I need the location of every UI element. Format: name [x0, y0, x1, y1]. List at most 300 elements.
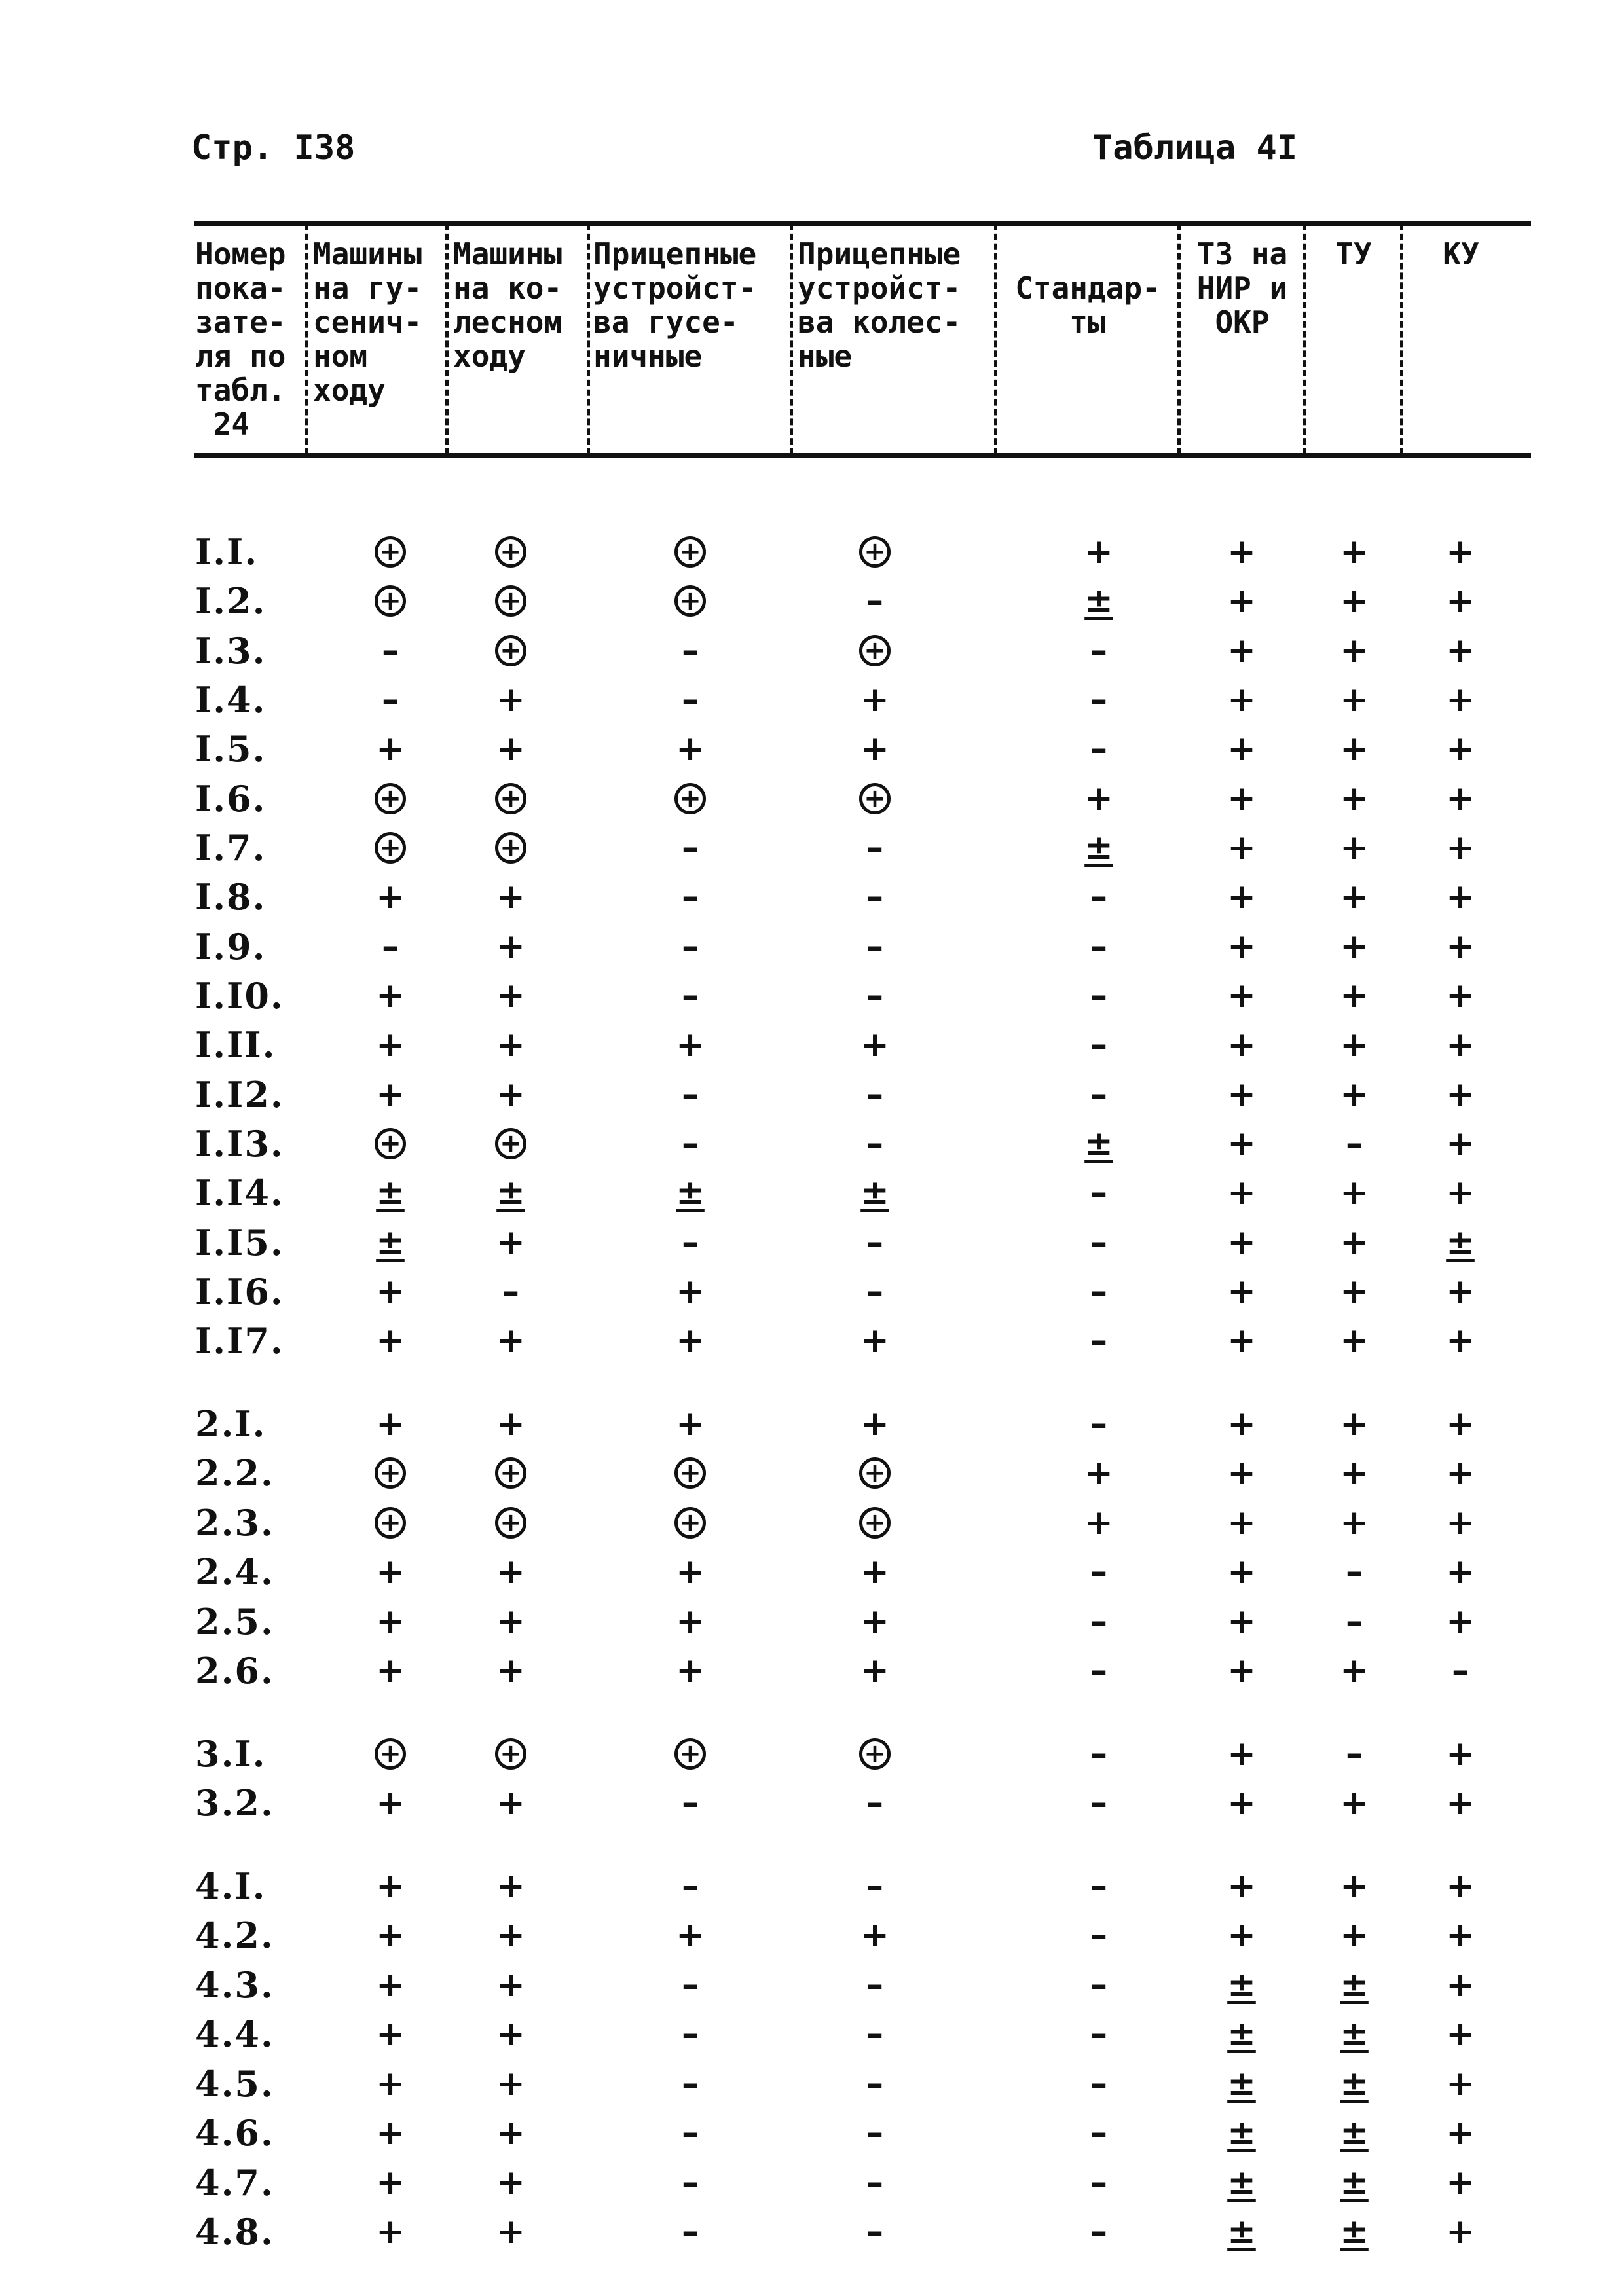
plus-mark: + — [1446, 1503, 1475, 1542]
minus-mark: – — [866, 1783, 883, 1823]
cell-wheeled-machines — [458, 922, 563, 971]
cell-tz-nir-okr — [1189, 824, 1294, 872]
column-divider — [587, 224, 590, 454]
plus-mark: + — [1084, 1503, 1113, 1542]
plus-mark: + — [1340, 631, 1369, 670]
cell-tracked-machines — [338, 2109, 443, 2157]
plus-mark: + — [1227, 828, 1256, 867]
plus-minus-mark: ± — [376, 1173, 405, 1212]
cell-tu — [1302, 1267, 1407, 1316]
minus-mark: – — [682, 1783, 699, 1823]
circled-plus-mark: + — [375, 832, 406, 864]
circled-plus-mark: + — [495, 536, 526, 568]
minus-mark: – — [1090, 1734, 1107, 1774]
cell-tracked-trailers — [638, 1548, 743, 1596]
circled-plus-mark: + — [674, 536, 706, 568]
cell-tu — [1302, 972, 1407, 1020]
plus-mark: + — [1446, 1272, 1475, 1311]
cell-wheeled-trailers — [822, 1961, 927, 2009]
cell-tz-nir-okr — [1189, 676, 1294, 724]
row-label: 4.7. — [195, 2162, 274, 2204]
row-label: I.I. — [195, 531, 259, 573]
row-label: I.I6. — [195, 1271, 284, 1313]
cell-tracked-machines — [338, 1499, 443, 1547]
circled-plus-mark: + — [674, 1507, 706, 1539]
minus-mark: – — [1090, 631, 1107, 670]
cell-wheeled-machines — [458, 577, 563, 625]
cell-standards — [1046, 1317, 1151, 1365]
row-label: I.5. — [195, 728, 267, 770]
cell-tracked-trailers — [638, 2208, 743, 2256]
cell-wheeled-machines — [458, 824, 563, 872]
cell-tu — [1302, 2060, 1407, 2108]
cell-standards — [1046, 1120, 1151, 1168]
row-label: I.8. — [195, 876, 267, 918]
cell-ku — [1408, 1317, 1513, 1365]
plus-mark: + — [1227, 1124, 1256, 1163]
row-label: 2.6. — [195, 1650, 274, 1692]
header-wheeled-trailers: Прицепные устройст- ва колес- ные — [798, 236, 961, 374]
plus-mark: + — [496, 1651, 525, 1690]
cell-tu — [1302, 1218, 1407, 1267]
cell-wheeled-trailers — [822, 1317, 927, 1365]
plus-mark: + — [860, 1321, 889, 1360]
plus-mark: + — [496, 2212, 525, 2251]
cell-wheeled-trailers — [822, 1548, 927, 1596]
plus-mark: + — [1084, 1453, 1113, 1493]
cell-tu — [1302, 1449, 1407, 1497]
column-divider — [1400, 224, 1403, 454]
plus-mark: + — [1340, 1916, 1369, 1955]
plus-mark: + — [376, 1651, 405, 1690]
plus-mark: + — [1446, 1965, 1475, 2005]
row-label: I.I4. — [195, 1172, 284, 1214]
cell-wheeled-machines — [458, 1647, 563, 1695]
plus-mark: + — [376, 2014, 405, 2054]
plus-mark: + — [1227, 1223, 1256, 1262]
cell-wheeled-machines — [458, 2060, 563, 2108]
cell-ku — [1408, 627, 1513, 675]
plus-mark: + — [376, 976, 405, 1015]
plus-mark: + — [1227, 1602, 1256, 1641]
minus-mark: – — [682, 1965, 699, 2005]
minus-mark: – — [682, 1867, 699, 1906]
minus-mark: – — [866, 1867, 883, 1906]
minus-mark: – — [382, 631, 399, 670]
minus-mark: – — [1090, 1321, 1107, 1360]
cell-tu — [1302, 2208, 1407, 2256]
plus-mark: + — [1340, 976, 1369, 1015]
circled-plus-mark: + — [495, 783, 526, 814]
circled-plus-mark: + — [674, 783, 706, 814]
plus-mark: + — [1446, 1602, 1475, 1641]
cell-tu — [1302, 1862, 1407, 1910]
cell-ku — [1408, 1862, 1513, 1910]
plus-mark: + — [1446, 1075, 1475, 1114]
cell-ku — [1408, 1961, 1513, 2009]
plus-mark: + — [1340, 1453, 1369, 1493]
cell-standards — [1046, 2109, 1151, 2157]
cell-tu — [1302, 1317, 1407, 1365]
plus-mark: + — [1446, 1173, 1475, 1212]
cell-standards — [1046, 1400, 1151, 1448]
plus-mark: + — [376, 2163, 405, 2202]
cell-ku — [1408, 972, 1513, 1020]
plus-mark: + — [376, 1025, 405, 1065]
cell-tracked-trailers — [638, 1647, 743, 1695]
cell-tracked-trailers — [638, 1317, 743, 1365]
plus-mark: + — [1227, 1651, 1256, 1690]
cell-standards — [1046, 1779, 1151, 1827]
cell-standards — [1046, 1647, 1151, 1695]
minus-mark: – — [866, 2163, 883, 2202]
plus-minus-mark: ± — [496, 1173, 525, 1212]
cell-wheeled-machines — [458, 1218, 563, 1267]
cell-wheeled-machines — [458, 1730, 563, 1778]
cell-standards — [1046, 1548, 1151, 1596]
plus-mark: + — [1227, 680, 1256, 720]
plus-mark: + — [1446, 2163, 1475, 2202]
header-tu: ТУ — [1335, 236, 1372, 272]
cell-wheeled-machines — [458, 1021, 563, 1069]
cell-tracked-trailers — [638, 627, 743, 675]
cell-tracked-machines — [338, 725, 443, 773]
plus-mark: + — [1227, 1503, 1256, 1542]
header-tz-nir-okr: ТЗ на НИР и ОКР — [1196, 236, 1288, 340]
cell-tz-nir-okr — [1189, 528, 1294, 576]
cell-tu — [1302, 627, 1407, 675]
column-divider — [790, 224, 793, 454]
plus-mark: + — [496, 976, 525, 1015]
plus-mark: + — [376, 1602, 405, 1641]
plus-mark: + — [1227, 1916, 1256, 1955]
row-label: 4.2. — [195, 1914, 274, 1956]
plus-mark: + — [376, 1075, 405, 1114]
plus-mark: + — [1446, 680, 1475, 720]
plus-mark: + — [860, 1025, 889, 1065]
minus-mark: – — [866, 2014, 883, 2054]
minus-mark: – — [1090, 1404, 1107, 1444]
plus-minus-mark: ± — [1084, 828, 1113, 867]
cell-standards — [1046, 922, 1151, 971]
cell-wheeled-trailers — [822, 1267, 927, 1316]
cell-tracked-machines — [338, 2208, 443, 2256]
plus-mark: + — [1446, 1124, 1475, 1163]
cell-tz-nir-okr — [1189, 873, 1294, 921]
cell-tu — [1302, 1169, 1407, 1217]
cell-tz-nir-okr — [1189, 2109, 1294, 2157]
row-label: I.7. — [195, 827, 267, 869]
cell-tracked-trailers — [638, 774, 743, 823]
cell-tracked-trailers — [638, 1449, 743, 1497]
cell-tu — [1302, 1779, 1407, 1827]
cell-tu — [1302, 1911, 1407, 1959]
plus-mark: + — [1446, 532, 1475, 572]
cell-tracked-trailers — [638, 725, 743, 773]
column-divider — [445, 224, 449, 454]
cell-tracked-machines — [338, 1911, 443, 1959]
minus-mark: – — [1090, 1223, 1107, 1262]
cell-tracked-trailers — [638, 824, 743, 872]
cell-tz-nir-okr — [1189, 1449, 1294, 1497]
plus-mark: + — [1340, 729, 1369, 769]
plus-minus-mark: ± — [1340, 2064, 1369, 2104]
circled-plus-mark: + — [495, 635, 526, 666]
circled-plus-mark: + — [375, 585, 406, 617]
cell-wheeled-trailers — [822, 1021, 927, 1069]
minus-mark: – — [682, 1124, 699, 1163]
plus-minus-mark: ± — [1227, 2014, 1256, 2054]
minus-mark: – — [682, 2212, 699, 2251]
plus-mark: + — [1446, 1404, 1475, 1444]
plus-mark: + — [1227, 877, 1256, 917]
row-label: 3.2. — [195, 1782, 274, 1824]
cell-tz-nir-okr — [1189, 1021, 1294, 1069]
circled-plus-mark: + — [375, 783, 406, 814]
minus-mark: – — [866, 1075, 883, 1114]
cell-standards — [1046, 1070, 1151, 1119]
cell-wheeled-machines — [458, 676, 563, 724]
table-top-rule — [194, 221, 1531, 226]
table-title: Таблица 4I — [1092, 128, 1298, 168]
minus-mark: – — [866, 2113, 883, 2153]
cell-ku — [1408, 1779, 1513, 1827]
plus-mark: + — [1340, 532, 1369, 572]
cell-tu — [1302, 1961, 1407, 2009]
row-label: I.I7. — [195, 1320, 284, 1362]
plus-mark: + — [1340, 877, 1369, 917]
plus-mark: + — [496, 1025, 525, 1065]
plus-mark: + — [1340, 1173, 1369, 1212]
cell-tracked-trailers — [638, 1862, 743, 1910]
minus-mark: – — [1090, 1783, 1107, 1823]
plus-mark: + — [376, 1916, 405, 1955]
cell-wheeled-machines — [458, 1400, 563, 1448]
cell-ku — [1408, 1499, 1513, 1547]
cell-wheeled-machines — [458, 972, 563, 1020]
cell-ku — [1408, 2159, 1513, 2207]
plus-mark: + — [1227, 631, 1256, 670]
cell-tu — [1302, 577, 1407, 625]
cell-tracked-machines — [338, 1961, 443, 2009]
cell-tz-nir-okr — [1189, 1169, 1294, 1217]
cell-tu — [1302, 2010, 1407, 2058]
header-tracked-machines: Машины на гу- сенич- ном ходу — [313, 236, 422, 408]
plus-minus-mark: ± — [1227, 1965, 1256, 2005]
plus-mark: + — [1446, 1916, 1475, 1955]
minus-mark: – — [866, 877, 883, 917]
plus-mark: + — [496, 1552, 525, 1592]
row-label: 2.4. — [195, 1551, 274, 1593]
minus-mark: – — [682, 828, 699, 867]
row-label: 2.3. — [195, 1502, 274, 1544]
cell-tz-nir-okr — [1189, 1961, 1294, 2009]
plus-mark: + — [1340, 680, 1369, 720]
plus-mark: + — [1340, 1783, 1369, 1823]
cell-wheeled-machines — [458, 1499, 563, 1547]
circled-plus-mark: + — [375, 1128, 406, 1159]
plus-mark: + — [860, 1651, 889, 1690]
plus-mark: + — [1227, 1321, 1256, 1360]
plus-mark: + — [676, 1272, 705, 1311]
cell-wheeled-trailers — [822, 725, 927, 773]
minus-mark: – — [1090, 2163, 1107, 2202]
cell-tracked-machines — [338, 1169, 443, 1217]
plus-mark: + — [496, 1321, 525, 1360]
minus-mark: – — [866, 927, 883, 966]
row-label: I.4. — [195, 679, 267, 721]
cell-wheeled-trailers — [822, 627, 927, 675]
circled-plus-mark: + — [495, 585, 526, 617]
plus-mark: + — [376, 2113, 405, 2153]
cell-tracked-machines — [338, 1449, 443, 1497]
minus-mark: – — [1090, 1916, 1107, 1955]
cell-wheeled-trailers — [822, 824, 927, 872]
cell-standards — [1046, 2159, 1151, 2207]
plus-mark: + — [496, 2163, 525, 2202]
minus-mark: – — [1090, 1552, 1107, 1592]
cell-tracked-trailers — [638, 1400, 743, 1448]
cell-ku — [1408, 1449, 1513, 1497]
row-label: I.I3. — [195, 1123, 284, 1165]
plus-mark: + — [1227, 1453, 1256, 1493]
minus-mark: – — [1452, 1651, 1469, 1690]
cell-tracked-trailers — [638, 577, 743, 625]
cell-tu — [1302, 725, 1407, 773]
cell-standards — [1046, 774, 1151, 823]
cell-tracked-trailers — [638, 2060, 743, 2108]
cell-wheeled-trailers — [822, 1862, 927, 1910]
cell-wheeled-trailers — [822, 1169, 927, 1217]
cell-tz-nir-okr — [1189, 1267, 1294, 1316]
cell-tu — [1302, 873, 1407, 921]
cell-tracked-trailers — [638, 1070, 743, 1119]
minus-mark: – — [1090, 1173, 1107, 1212]
minus-mark: – — [1090, 729, 1107, 769]
row-label: 2.2. — [195, 1452, 274, 1494]
cell-wheeled-trailers — [822, 1400, 927, 1448]
minus-mark: – — [682, 2014, 699, 2054]
cell-wheeled-trailers — [822, 922, 927, 971]
cell-tz-nir-okr — [1189, 1730, 1294, 1778]
cell-tracked-machines — [338, 1120, 443, 1168]
cell-ku — [1408, 2208, 1513, 2256]
plus-mark: + — [1446, 2014, 1475, 2054]
cell-wheeled-trailers — [822, 1449, 927, 1497]
circled-plus-mark: + — [495, 1738, 526, 1770]
cell-wheeled-trailers — [822, 1120, 927, 1168]
plus-mark: + — [376, 1404, 405, 1444]
minus-mark: – — [1090, 927, 1107, 966]
plus-mark: + — [496, 2014, 525, 2054]
cell-wheeled-trailers — [822, 972, 927, 1020]
circled-plus-mark: + — [859, 1457, 891, 1489]
minus-mark: – — [502, 1272, 519, 1311]
cell-standards — [1046, 1862, 1151, 1910]
cell-tu — [1302, 1499, 1407, 1547]
minus-mark: – — [1346, 1124, 1363, 1163]
cell-ku — [1408, 2109, 1513, 2157]
plus-minus-mark: ± — [676, 1173, 705, 1212]
cell-wheeled-machines — [458, 2208, 563, 2256]
cell-tracked-machines — [338, 2060, 443, 2108]
cell-standards — [1046, 2060, 1151, 2108]
cell-tz-nir-okr — [1189, 1499, 1294, 1547]
cell-tz-nir-okr — [1189, 2060, 1294, 2108]
row-label: 4.5. — [195, 2063, 274, 2105]
cell-tracked-machines — [338, 528, 443, 576]
cell-wheeled-trailers — [822, 577, 927, 625]
cell-wheeled-machines — [458, 1449, 563, 1497]
plus-mark: + — [676, 1651, 705, 1690]
circled-plus-mark: + — [375, 536, 406, 568]
cell-standards — [1046, 873, 1151, 921]
minus-mark: – — [1346, 1552, 1363, 1592]
row-label: 4.8. — [195, 2211, 274, 2253]
row-label: I.I5. — [195, 1222, 284, 1264]
cell-wheeled-machines — [458, 2159, 563, 2207]
cell-tz-nir-okr — [1189, 1862, 1294, 1910]
cell-wheeled-machines — [458, 1911, 563, 1959]
cell-ku — [1408, 1120, 1513, 1168]
plus-mark: + — [1084, 779, 1113, 818]
plus-mark: + — [1227, 729, 1256, 769]
plus-mark: + — [1446, 2113, 1475, 2153]
minus-mark: – — [866, 2212, 883, 2251]
plus-mark: + — [860, 1404, 889, 1444]
cell-tu — [1302, 1548, 1407, 1596]
row-label: I.3. — [195, 630, 267, 672]
circled-plus-mark: + — [674, 1457, 706, 1489]
cell-tz-nir-okr — [1189, 1911, 1294, 1959]
cell-standards — [1046, 1449, 1151, 1497]
cell-tracked-trailers — [638, 1911, 743, 1959]
cell-tu — [1302, 1730, 1407, 1778]
minus-mark: – — [1090, 877, 1107, 917]
cell-wheeled-machines — [458, 1961, 563, 2009]
circled-plus-mark: + — [375, 1457, 406, 1489]
plus-mark: + — [1084, 532, 1113, 572]
cell-tracked-trailers — [638, 1499, 743, 1547]
cell-tu — [1302, 2109, 1407, 2157]
cell-tz-nir-okr — [1189, 1120, 1294, 1168]
cell-tz-nir-okr — [1189, 1070, 1294, 1119]
cell-tz-nir-okr — [1189, 1400, 1294, 1448]
cell-wheeled-machines — [458, 725, 563, 773]
plus-mark: + — [1340, 1867, 1369, 1906]
column-divider — [1303, 224, 1306, 454]
cell-standards — [1046, 725, 1151, 773]
plus-minus-mark: ± — [860, 1173, 889, 1212]
plus-mark: + — [676, 1552, 705, 1592]
plus-mark: + — [376, 1783, 405, 1823]
cell-tz-nir-okr — [1189, 1317, 1294, 1365]
cell-tz-nir-okr — [1189, 725, 1294, 773]
minus-mark: – — [682, 927, 699, 966]
plus-mark: + — [1446, 1321, 1475, 1360]
plus-mark: + — [376, 2064, 405, 2104]
plus-mark: + — [1446, 877, 1475, 917]
cell-wheeled-trailers — [822, 2208, 927, 2256]
cell-standards — [1046, 577, 1151, 625]
plus-mark: + — [1340, 1075, 1369, 1114]
cell-ku — [1408, 528, 1513, 576]
row-label: I.6. — [195, 778, 267, 820]
cell-tracked-trailers — [638, 922, 743, 971]
plus-minus-mark: ± — [1340, 2014, 1369, 2054]
row-label: 4.6. — [195, 2112, 274, 2154]
plus-mark: + — [376, 1867, 405, 1906]
